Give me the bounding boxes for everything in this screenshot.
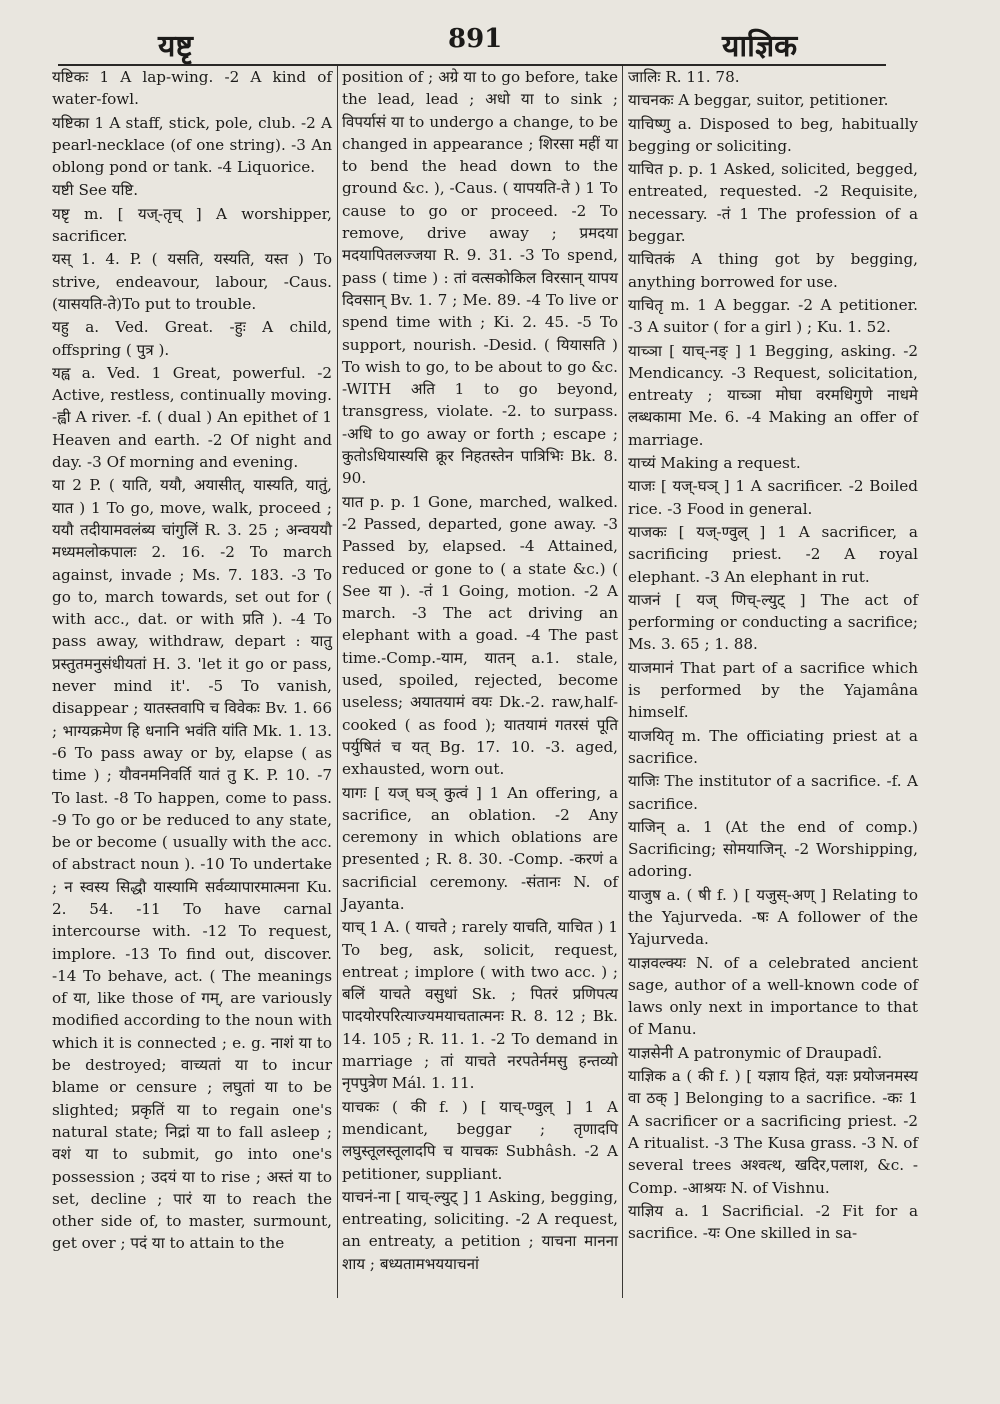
dictionary-entry: यष्टृ m. [ यज्-तृच् ] A worshipper, sacrificer. bbox=[52, 204, 332, 246]
dictionary-entry: जालिः R. 11. 78. bbox=[628, 68, 740, 86]
dictionary-entry: याच्यं Making a request. bbox=[628, 454, 801, 473]
column-divider bbox=[622, 66, 623, 1298]
column-1 bbox=[52, 66, 332, 1256]
dictionary-entry: याचित p. p. 1 Asked, solicited, begged, entreated, requested. -2 Requisite, necessary. -तं 1 The profession of a beggar. bbox=[628, 160, 918, 246]
dictionary-entry: यागः [ यज् घञ् कुत्वं ] 1 An offering, a sacrifice, an oblation. -2 Any ceremony in which oblations are presented ; R. 8. 30. -Comp. -करणं a sacrificial ceremony. -संतानः N. of Jayanta. bbox=[342, 783, 618, 913]
dictionary-entry: यात p. p. 1 Gone, marched, walked. -2 Passed, departed, gone away. -3 Passed by, elapsed. -4 Attained, reduced or gone to ( a state &c.) ( See या ). -तं 1 Going, motion. -2 A march. -3 The act driving an elephant with a goad. -4 The past time.-Comp.-याम, यातन् a.1. stale, used, spoiled, rejected, become useless; अयातयामं वयः Dk.-2. raw,half-cooked ( as food ); यातयामं गतरसं पूति पर्युषितं च यत् Bg. 17. 10. -3. aged, exhausted, worn out. bbox=[342, 492, 618, 779]
dictionary-entry: याचकः ( की f. ) [ याच्-ण्वुल् ] 1 A mendicant, beggar ; तृणादपि लघुस्तूलस्तूलादपि च याचकः Subhâsh. -2 A petitioner, suppliant. bbox=[342, 1097, 618, 1183]
dictionary-entry: याजकः [ यज्-ण्वुल् ] 1 A sacrificer, a sacrificing priest. -2 A royal elephant. -3 An elephant in rut. bbox=[628, 522, 918, 586]
dictionary-entry: याजिन् a. 1 (At the end of comp.) Sacrificing; सोमयाजिन्. -2 Worshipping, adoring. bbox=[628, 817, 918, 881]
column-2 bbox=[342, 66, 618, 1276]
dictionary-entry: याजिः The institutor of a sacrifice. -f. A sacrifice. bbox=[628, 772, 918, 813]
dictionary-entry: या 2 P. ( याति, ययौ, अयासीत्, यास्यति, यातुं, यात ) 1 To go, move, walk, proceed ; ययौ तदीयामवलंब्य चांगुलिं R. 3. 25 ; अन्वययौ मध्यमलोकपालः 2. 16. -2 To march against, invade ; Ms. 7. 183. -3 To go to, march towards, set out for ( with acc., dat. or with प्रति ). -4 To pass away, withdraw, depart : यातु प्रस्तुतमनुसंधीयतां H. 3. 'let it go or pass, never mind it'. -5 To vanish, disappear ; यातस्तवापि च विवेकः Bv. 1. 66 ; भाग्यक्रमेण हि धनानि भवंति यांति Mk. 1. 13. -6 To pass away or by, elapse ( as time ) ; यौवनमनिवर्ति यातं तु K. P. 10. -7 To last. -8 To happen, come to pass. -9 To go or be reduced to any state, be or become ( usually with the acc. of abstract noun ). -10 To undertake ; न स्वस्य सिद्धौ यास्यामि सर्वव्यापारमात्मना Ku. 2. 54. -11 To have carnal intercourse with. -12 To request, implore. -13 To find out, discover. -14 To behave, act. ( The meanings of या, like those of गम्, are variously modified according to the noun with which it is connected ; e. g. नाशं या to be destroyed; वाच्यतां या to incur blame or censure ; लघुतां या to be slighted; प्रकृतिं या to regain one's natural state; निद्रां या to fall asleep ; वशं या to submit, go into one's possession ; उदयं या to rise ; अस्तं या to set, decline ; पारं या to reach the other side of, to master, surmount, get over ; पदं या to attain to the bbox=[52, 476, 333, 1253]
dictionary-entry: यष्टिका 1 A staff, stick, pole, club. -2 A pearl-necklace (of one string). -3 An oblong pond or tank. -4 Liquorice. bbox=[52, 113, 332, 177]
page-number: 891 bbox=[448, 24, 503, 54]
dictionary-entry: याच् 1 A. ( याचते ; rarely याचति, याचित ) 1 To beg, ask, solicit, request, entreat ; implore ( with two acc. ) ; बलिं याचते वसुधां Sk. ; पितरं प्रणिपत्य पादयोरपरित्याज्यमयाचतात्मनः R. 8. 12 ; Bk. 14. 105 ; R. 11. 1. -2 To demand in marriage ; तां याचते नरपतेर्नमसु हन्तव्यो नृपपुत्रेण Mál. 1. 11. bbox=[342, 918, 618, 1093]
dictionary-entry: याजयितृ m. The officiating priest at a sacrifice. bbox=[628, 726, 918, 767]
dictionary-entry: याच्ञा [ याच्-नङ् ] 1 Begging, asking. -2 Mendicancy. -3 Request, solicitation, entreaty ; याच्ञा मोघा वरमधिगुणे नाधमे लब्धकामा Me. 6. -4 Making an offer of marriage. bbox=[628, 341, 918, 449]
dictionary-entry: याजमानं That part of a sacrifice which is performed by the Yajamâna himself. bbox=[628, 658, 918, 722]
dictionary-entry: याचिष्णु a. Disposed to beg, habitually begging or soliciting. bbox=[628, 114, 918, 155]
dictionary-entry: याजनं [ यज् णिच्-ल्युट् ] The act of performing or conducting a sacrifice; Ms. 3. 65 ; 1. 88. bbox=[628, 590, 918, 654]
dictionary-entry: याज्ञिय a. 1 Sacrificial. -2 Fit for a sacrifice. -यः One skilled in sa- bbox=[628, 1201, 918, 1243]
dictionary-entry: यस् 1. 4. P. ( यसति, यस्यति, यस्त ) To strive, endeavour, labour, -Caus.(यासयति-ते)To put to trouble. bbox=[52, 250, 332, 313]
dictionary-entry: यह्व a. Ved. 1 Great, powerful. -2 Active, restless, continually moving. -ह्वी A river. -f. ( dual ) An epithet of 1 Heaven and earth. -2 Of night and day. -3 Of morning and evening. bbox=[52, 363, 332, 472]
dictionary-entry: याजः [ यज्-घञ् ] 1 A sacrificer. -2 Boiled rice. -3 Food in general. bbox=[628, 477, 918, 518]
header-left-guide-word: यष्टृ bbox=[158, 29, 193, 64]
header-right-guide-word: याज्ञिक bbox=[722, 29, 798, 64]
dictionary-entry: याचनकः A beggar, suitor, petitioner. bbox=[628, 91, 889, 110]
dictionary-entry: याचनं-ना [ याच्-ल्युट् ] 1 Asking, begging, entreating, soliciting. -2 A request, an entreaty, a petition ; याचना मानना शाय ; बध्यतामभययाचनां bbox=[342, 1187, 618, 1273]
page-header bbox=[0, 22, 1000, 68]
column-3 bbox=[628, 66, 918, 1245]
dictionary-entry: यहु a. Ved. Great. -हुः A child, offspring ( पुत्र ). bbox=[52, 318, 332, 359]
dictionary-entry: position of ; अग्रे या to go before, take the lead, lead ; अधो या to sink ; विपर्यासं या to undergo a change, to be changed in appearance ; शिरसा महीं या to bend the head down to the ground &c. ), -Caus. ( यापयति-ते ) 1 To cause to go or proceed. -2 To remove, drive away ; प्रमदया मदयापितलज्जया R. 9. 31. -3 To spend, pass ( time ) : तां वत्सकोकिल विरसान् यापय दिवसान् Bv. 1. 7 ; Me. 89. -4 To live or spend time with ; Ki. 2. 45. -5 To support, nourish. -Desid. ( यियासति ) To wish to go, to be about to go &c. -WITH अति 1 to go beyond, transgress, violate. -2. to surpass. -अधि to go away or forth ; escape ; कुतोऽधियास्यसि क्रूर निहतस्तेन पात्रिभिः Bk. 8. 90. bbox=[342, 68, 619, 488]
column-divider bbox=[337, 66, 338, 1298]
dictionary-entry: याचितकं A thing got by begging, anything borrowed for use. bbox=[628, 250, 918, 291]
dictionary-entry: याचितृ m. 1 A beggar. -2 A petitioner. -3 A suitor ( for a girl ) ; Ku. 1. 52. bbox=[628, 295, 918, 337]
dictionary-entry: याज्ञवल्क्यः N. of a celebrated ancient sage, author of a well-known code of laws only next in importance to that of Manu. bbox=[628, 953, 918, 1039]
dictionary-entry: यष्टिकः 1 A lap-wing. -2 A kind of water-fowl. bbox=[52, 68, 332, 109]
dictionary-entry: यष्टी See यष्टि. bbox=[52, 181, 139, 200]
dictionary-entry: याजुष a. ( षी f. ) [ यजुस्-अण् ] Relating to the Yajurveda. -षः A follower of the Yajurveda. bbox=[628, 885, 918, 949]
dictionary-entry: याज्ञसेनी A patronymic of Draupadî. bbox=[628, 1043, 883, 1062]
dictionary-entry: याज्ञिक a ( की f. ) [ यज्ञाय हितं, यज्ञः प्रयोजनमस्य वा ठक् ] Belonging to a sacrifice. -कः 1 A sacrificer or a sacrificing priest. -2 A ritualist. -3 The Kusa grass. -3 N. of several trees अश्वत्थ, खदिर,पलाश, &c. -Comp. -आश्रयः N. of Vishnu. bbox=[628, 1067, 918, 1197]
